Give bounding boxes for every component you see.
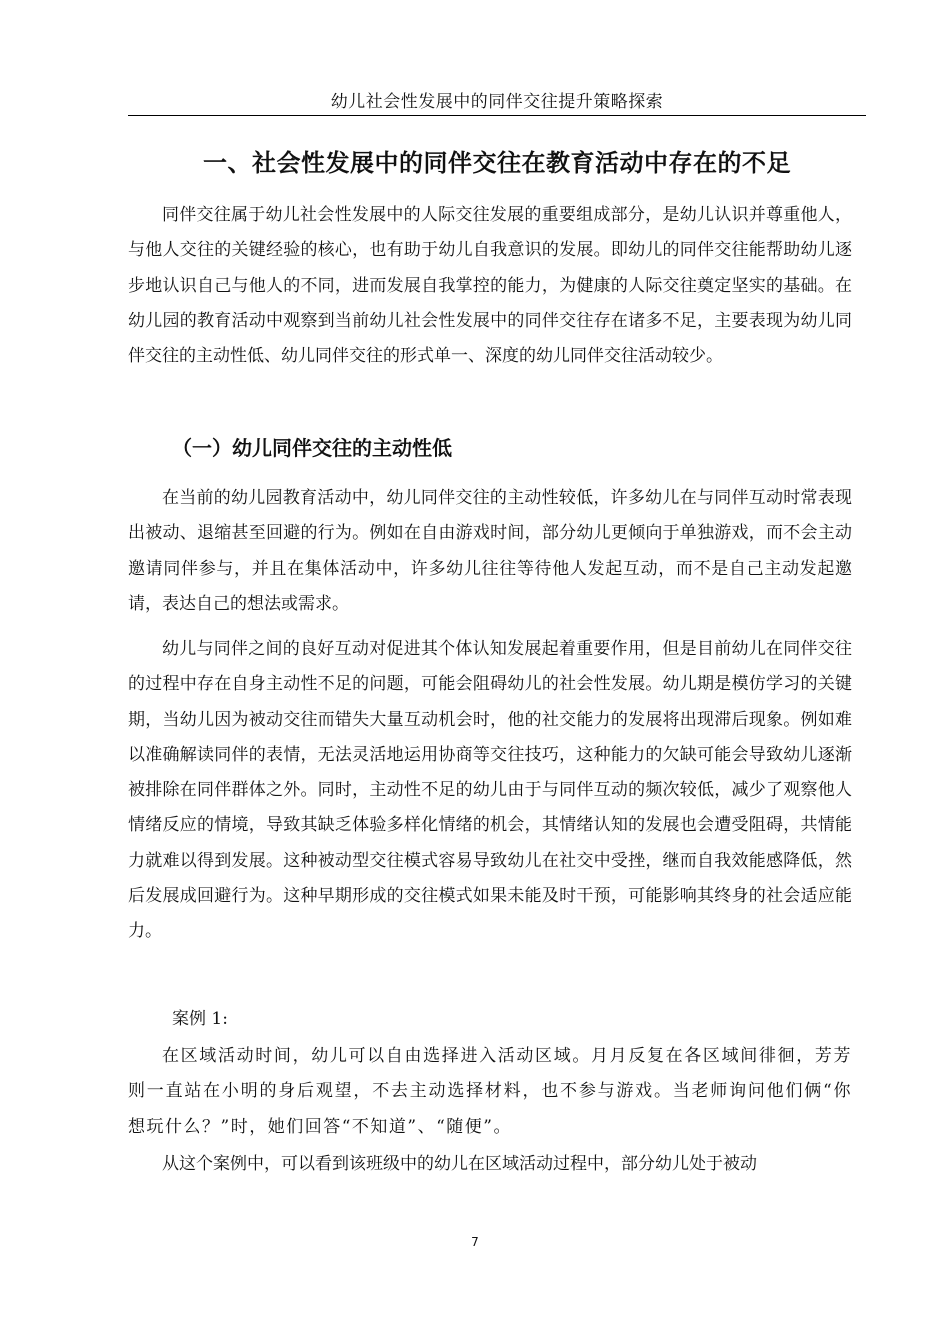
section-title: （一）幼儿同伴交往的主动性低 xyxy=(172,436,452,460)
running-header: 幼儿社会性发展中的同伴交往提升策略探索 xyxy=(330,92,664,112)
after-case-paragraph: 从这个案例中，可以看到该班级中的幼儿在区域活动过程中，部分幼儿处于被动 xyxy=(162,1154,757,1174)
page-number: 7 xyxy=(471,1235,479,1249)
case-text: 在区域活动时间，幼儿可以自由选择进入活动区域。月月反复在各区域间徘徊，芳芳则一直站在小明的身后观望，不去主动选择材料，也不参与游戏。当老师询问他们俩“你想玩什么？”时，她们回答“不知道”、“随便”。 xyxy=(128,1046,852,1137)
chapter-title: 一、社会性发展中的同伴交往在教育活动中存在的不足 xyxy=(203,149,791,177)
case-label: 案例 1: xyxy=(172,1009,228,1029)
section-paragraph-2: 幼儿与同伴之间的良好互动对促进其个体认知发展起着重要作用，但是目前幼儿在同伴交往的过程中存在自身主动性不足的问题，可能会阻碍幼儿的社会性发展。幼儿期是模仿学习的关键期，当幼儿因为被动交往而错失大量互动机会时，他的社交能力的发展将出现滞后现象。例如难以准确解读同伴的表情，无法灵活地运用协商等交往技巧，这种能力的欠缺可能会导致幼儿逐渐被排除在同伴群体之外。同时，主动性不足的幼儿由于与同伴互动的频次较低，减少了观察他人情绪反应的情境，导致其缺乏体验多样化情绪的机会，其情绪认知的发展也会遭受阻碍，共情能力就难以得到发展。这种被动型交往模式容易导致幼儿在社交中受挫，继而自我效能感降低，然后发展成回避行为。这种早期形成的交往模式如果未能及时干预，可能影响其终身的社会适应能力。 xyxy=(128,639,852,942)
section-paragraph-1: 在当前的幼儿园教育活动中，幼儿同伴交往的主动性较低，许多幼儿在与同伴互动时常表现出被动、退缩甚至回避的行为。例如在自由游戏时间，部分幼儿更倾向于单独游戏，而不会主动邀请同伴参与，并且在集体活动中，许多幼儿往往等待他人发起互动，而不是自己主动发起邀请，表达自己的想法或需求。 xyxy=(128,488,852,614)
intro-paragraph: 同伴交往属于幼儿社会性发展中的人际交往发展的重要组成部分，是幼儿认识并尊重他人，与他人交往的关键经验的核心，也有助于幼儿自我意识的发展。即幼儿的同伴交往能帮助幼儿逐步地认识自己与他人的不同，进而发展自我掌控的能力，为健康的人际交往奠定坚实的基础。在幼儿园的教育活动中观察到当前幼儿社会性发展中的同伴交往存在诸多不足，主要表现为幼儿同伴交往的主动性低、幼儿同伴交往的形式单一、深度的幼儿同伴交往活动较少。 xyxy=(128,205,852,367)
header-rule xyxy=(128,115,866,116)
